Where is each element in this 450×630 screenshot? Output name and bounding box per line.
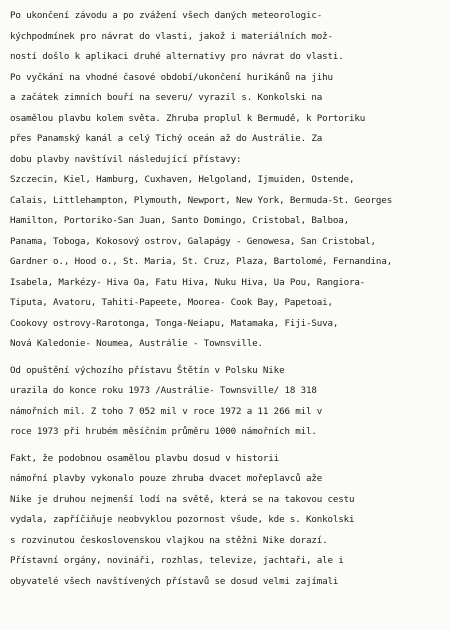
paragraph-return-voyage — [10, 6, 440, 355]
text-line: Po ukončení závodu a po zvážení všech daných meteorologic- — [10, 10, 323, 21]
port-list-line: Gardner o., Hood o., St. Maria, St. Cruz, Plaza, Bartolomé, Fernandina, — [10, 256, 393, 267]
text-line: přes Panamský kanál a celý Tichý oceán až do Austrálie. Za — [10, 133, 323, 144]
port-list-line: Isabela, Markézy- Hiva Oa, Fatu Hiva, Nuku Hiva, Ua Pou, Rangiora- — [10, 276, 366, 288]
port-list-line: Cookovy ostrovy-Rarotonga, Tonga-Neiapu, Matamaka, Fiji-Suva, — [10, 317, 339, 329]
paragraph-attention — [10, 449, 440, 593]
port-list-line: Calais, Littlehampton, Plymouth, Newport, New York, Bermuda-St. Georges — [10, 194, 393, 206]
port-list-line: Hamilton, Portoriko-San Juan, Santo Domingo, Cristobal, Balboa, — [10, 215, 350, 226]
text-line: dobu plavby navštívil následující přístavy: — [10, 153, 242, 165]
text-line: Po vyčkání na vhodné časové období/ukončení hurikánů na jihu — [10, 71, 333, 83]
text-line: Fakt, že podobnou osamělou plavbu dosud v historii — [10, 452, 280, 464]
text-line: námořních mil. Z toho 7 052 mil v roce 1972 a 11 266 mil v — [10, 405, 323, 417]
text-line: Nike je druhou nejmenší lodí na světě, která se na takovou cestu — [10, 493, 355, 505]
text-line: urazila do konce roku 1973 /Austrálie- Townsville/ 18 318 — [10, 385, 317, 396]
paragraph-distance — [10, 361, 440, 443]
port-list-line: Panama, Toboga, Kokosový ostrov, Galapágy - Genowesa, San Cristobal, — [10, 235, 376, 247]
port-list-line: Tiputa, Avatoru, Tahiti-Papeete, Moorea- Cook Bay, Papetoai, — [10, 297, 333, 308]
text-line: a začátek zimních bouří na severu/ vyrazil s. Konkolski na — [10, 92, 323, 103]
port-list-line: Szczecin, Kiel, Hamburg, Cuxhaven, Helgoland, Ijmuiden, Ostende, — [10, 174, 355, 185]
text-line: roce 1973 při hrubém měsíčním průměru 1000 námořních mil. — [10, 426, 317, 437]
text-line: Od opuštění výchozího přístavu Štětín v Polsku Nike — [10, 364, 285, 376]
text-line: s rozvinutou československou vlajkou na stěžni Nike dorazí. — [10, 534, 328, 546]
text-line: námořní plavby vykonalo pouze zhruba dvacet mořeplavců aže — [10, 473, 323, 484]
text-line: Přístavní orgány, novináři, rozhlas, televize, jachtaři, ale i — [10, 555, 344, 566]
port-list-line: Nová Kaledonie- Noumea, Austrálie - Townsville. — [10, 338, 263, 349]
text-line: ností došlo k aplikaci druhé alternativy pro návrat do vlasti. — [10, 51, 344, 62]
text-line: osamělou plavbu kolem světa. Zhruba proplul k Bermudě, k Portoriku — [10, 112, 366, 124]
text-line: obyvatelé všech navštívených přístavů se dosud velmi zajímali — [10, 575, 339, 587]
text-line: vydala, zapříčiňuje neobvyklou pozornost všude, kde s. Konkolski — [10, 514, 355, 525]
text-line: kýchpodmínek pro návrat do vlasti, jakož i materiálních mož- — [10, 30, 333, 42]
